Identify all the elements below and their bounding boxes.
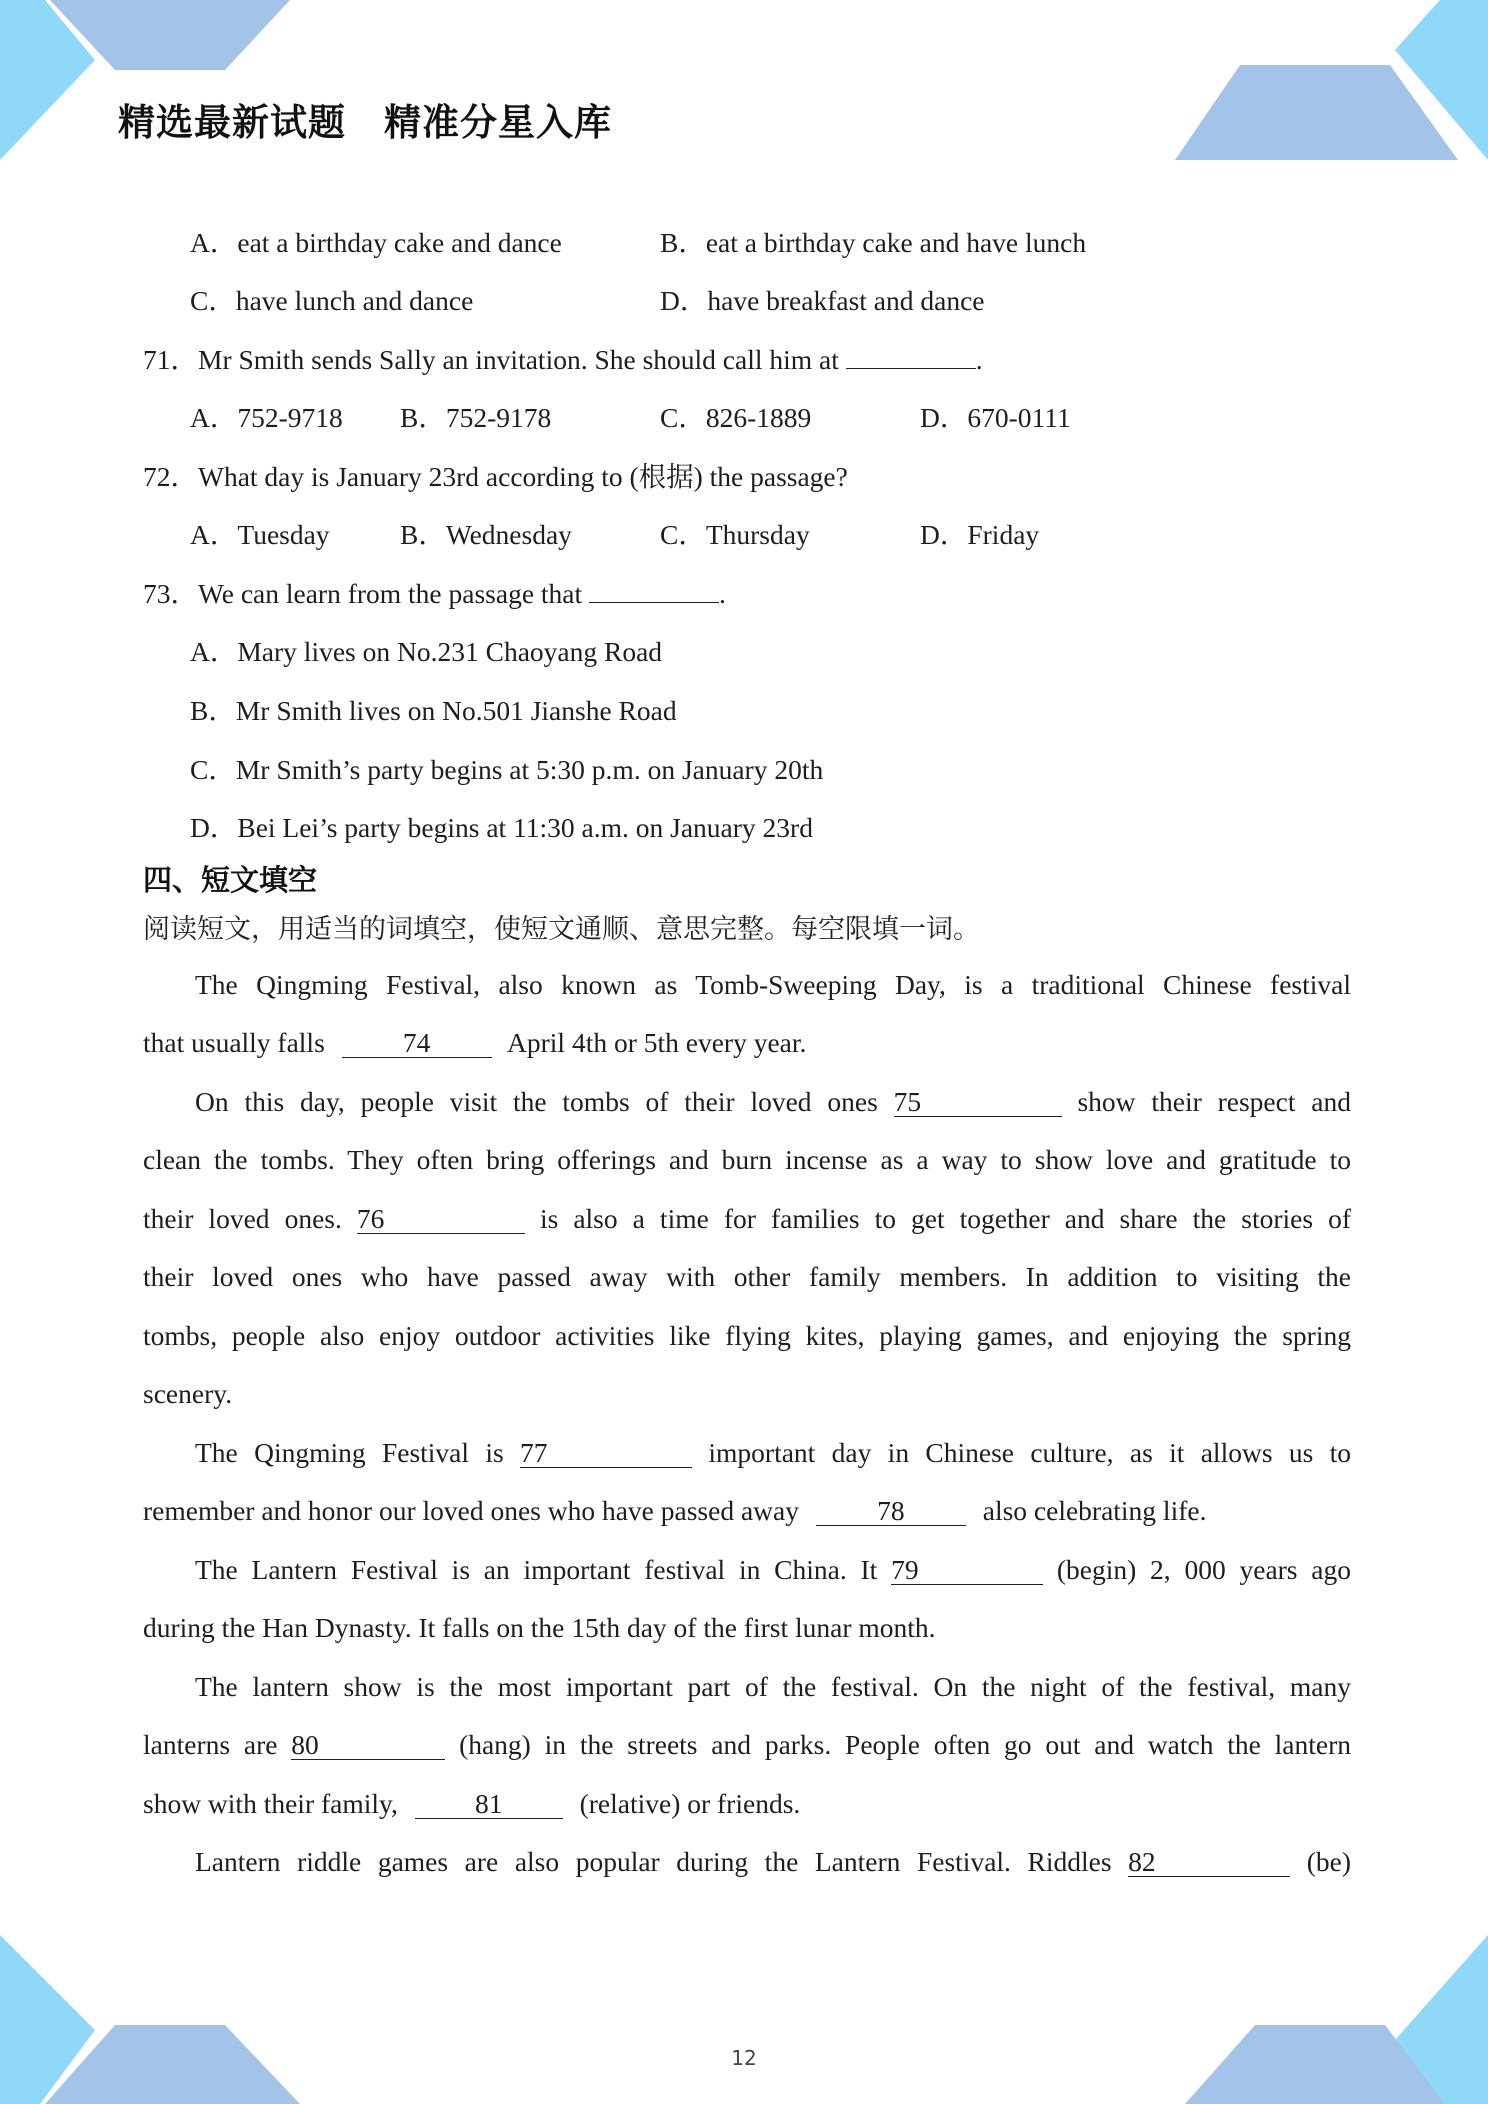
- passage-text: important day in Chinese culture, as it allows us to: [708, 1437, 1352, 1468]
- passage-line: [195, 1845, 1351, 1879]
- blank-74: 74: [342, 1029, 492, 1058]
- passage-text: show their respect and: [1077, 1086, 1352, 1117]
- passage-text: that usually falls: [143, 1027, 325, 1058]
- blank-79: 79: [891, 1556, 1043, 1585]
- q73-answer-blank: [589, 578, 719, 603]
- passage-line: The Qingming Festival, also known as Tomb-Sweeping Day, is a traditional Chinese festival: [195, 969, 1351, 1000]
- passage-line: their loved ones who have passed away with other family members. In addition to visiting the: [143, 1261, 1351, 1292]
- passage-line: [195, 1085, 1351, 1119]
- passage-text: (be): [1306, 1846, 1352, 1877]
- q70-option-d: D．have breakfast and dance: [660, 285, 985, 316]
- passage-line: [143, 1787, 800, 1821]
- passage-line: The lantern show is the most important part of the festival. On the night of the festival, many: [195, 1671, 1351, 1702]
- q71-option-b: B．752-9178: [400, 402, 552, 433]
- q73-option-a: A．Mary lives on No.231 Chaoyang Road: [190, 636, 663, 667]
- passage-text: (relative) or friends.: [579, 1788, 801, 1819]
- q71-option-d: D．670-0111: [920, 402, 1071, 433]
- passage-text: The Lantern Festival is an important festival in China. It: [195, 1554, 878, 1585]
- passage-text: The Qingming Festival is: [195, 1437, 504, 1468]
- q72-option-d: D．Friday: [920, 519, 1040, 550]
- passage-line: [143, 1202, 1351, 1236]
- q73-stem-end: .: [719, 578, 726, 609]
- passage-text: lanterns are: [143, 1729, 278, 1760]
- passage-line: [195, 1553, 1351, 1587]
- passage-line: during the Han Dynasty. It falls on the 15th day of the first lunar month.: [143, 1612, 936, 1643]
- q73-stem: [143, 577, 726, 611]
- q71-answer-blank: [846, 344, 976, 369]
- passage-line: [143, 1494, 1206, 1528]
- q72-option-a: A．Tuesday: [190, 519, 330, 550]
- blank-75: 75: [894, 1088, 1062, 1117]
- q70-option-b: B．eat a birthday cake and have lunch: [660, 227, 1087, 258]
- blank-82: 82: [1128, 1848, 1290, 1877]
- passage-text: is also a time for families to get together and share the stories of: [539, 1203, 1351, 1234]
- passage-text: On this day, people visit the tombs of their loved ones: [195, 1086, 878, 1117]
- passage-text: (begin) 2, 000 years ago: [1056, 1554, 1351, 1585]
- passage-text: Lantern riddle games are also popular during the Lantern Festival. Riddles: [195, 1846, 1112, 1877]
- passage-text: their loved ones.: [143, 1203, 342, 1234]
- blank-77: 77: [520, 1439, 692, 1468]
- q73-stem-text: 73．We can learn from the passage that: [143, 578, 590, 609]
- passage-line: clean the tombs. They often bring offerings and burn incense as a way to show love and gratitude to: [143, 1144, 1351, 1175]
- blank-81: 81: [415, 1790, 563, 1819]
- corner-trapezoid-top-right: [1175, 65, 1458, 160]
- passage-text: (hang) in the streets and parks. People often go out and watch the lantern: [459, 1729, 1352, 1760]
- page-header-title: 精选最新试题 精准分星入库: [118, 101, 612, 144]
- blank-78: 78: [816, 1497, 966, 1526]
- blank-76: 76: [357, 1205, 525, 1234]
- q72-option-b: B．Wednesday: [400, 519, 572, 550]
- q73-option-d: D．Bei Lei’s party begins at 11:30 a.m. on January 23rd: [190, 812, 813, 843]
- q72-option-c: C．Thursday: [660, 519, 810, 550]
- passage-line: [143, 1728, 1351, 1762]
- q72-stem: 72．What day is January 23rd according to (根据) the passage?: [143, 461, 848, 492]
- q73-option-c: C．Mr Smith’s party begins at 5:30 p.m. on January 20th: [190, 754, 824, 785]
- q73-option-b: B．Mr Smith lives on No.501 Jianshe Road: [190, 695, 677, 726]
- q71-stem-end: .: [975, 344, 983, 375]
- passage-line: scenery.: [143, 1378, 233, 1409]
- passage-line: tombs, people also enjoy outdoor activities like flying kites, playing games, and enjoying the spring: [143, 1320, 1351, 1351]
- passage-text: remember and honor our loved ones who have passed away: [143, 1495, 799, 1526]
- blank-80: 80: [291, 1731, 445, 1760]
- q70-option-c: C．have lunch and dance: [190, 285, 474, 316]
- passage-line: [143, 1026, 806, 1060]
- passage-text: also celebrating life.: [982, 1495, 1207, 1526]
- passage-text: show with their family,: [143, 1788, 398, 1819]
- q71-stem-text: 71．Mr Smith sends Sally an invitation. She should call him at: [143, 344, 846, 375]
- page-number: 12: [731, 2046, 757, 2070]
- q71-option-a: A．752-9718: [190, 402, 343, 433]
- section-title: 四、短文填空: [143, 863, 318, 897]
- section-instruction: 阅读短文，用适当的词填空，使短文通顺、意思完整。每空限填一词。: [143, 914, 980, 945]
- q70-option-a: A．eat a birthday cake and dance: [190, 227, 562, 258]
- q71-option-c: C．826-1889: [660, 402, 812, 433]
- q71-stem: [143, 343, 983, 377]
- passage-line: [195, 1436, 1351, 1470]
- passage-text: April 4th or 5th every year.: [507, 1027, 807, 1058]
